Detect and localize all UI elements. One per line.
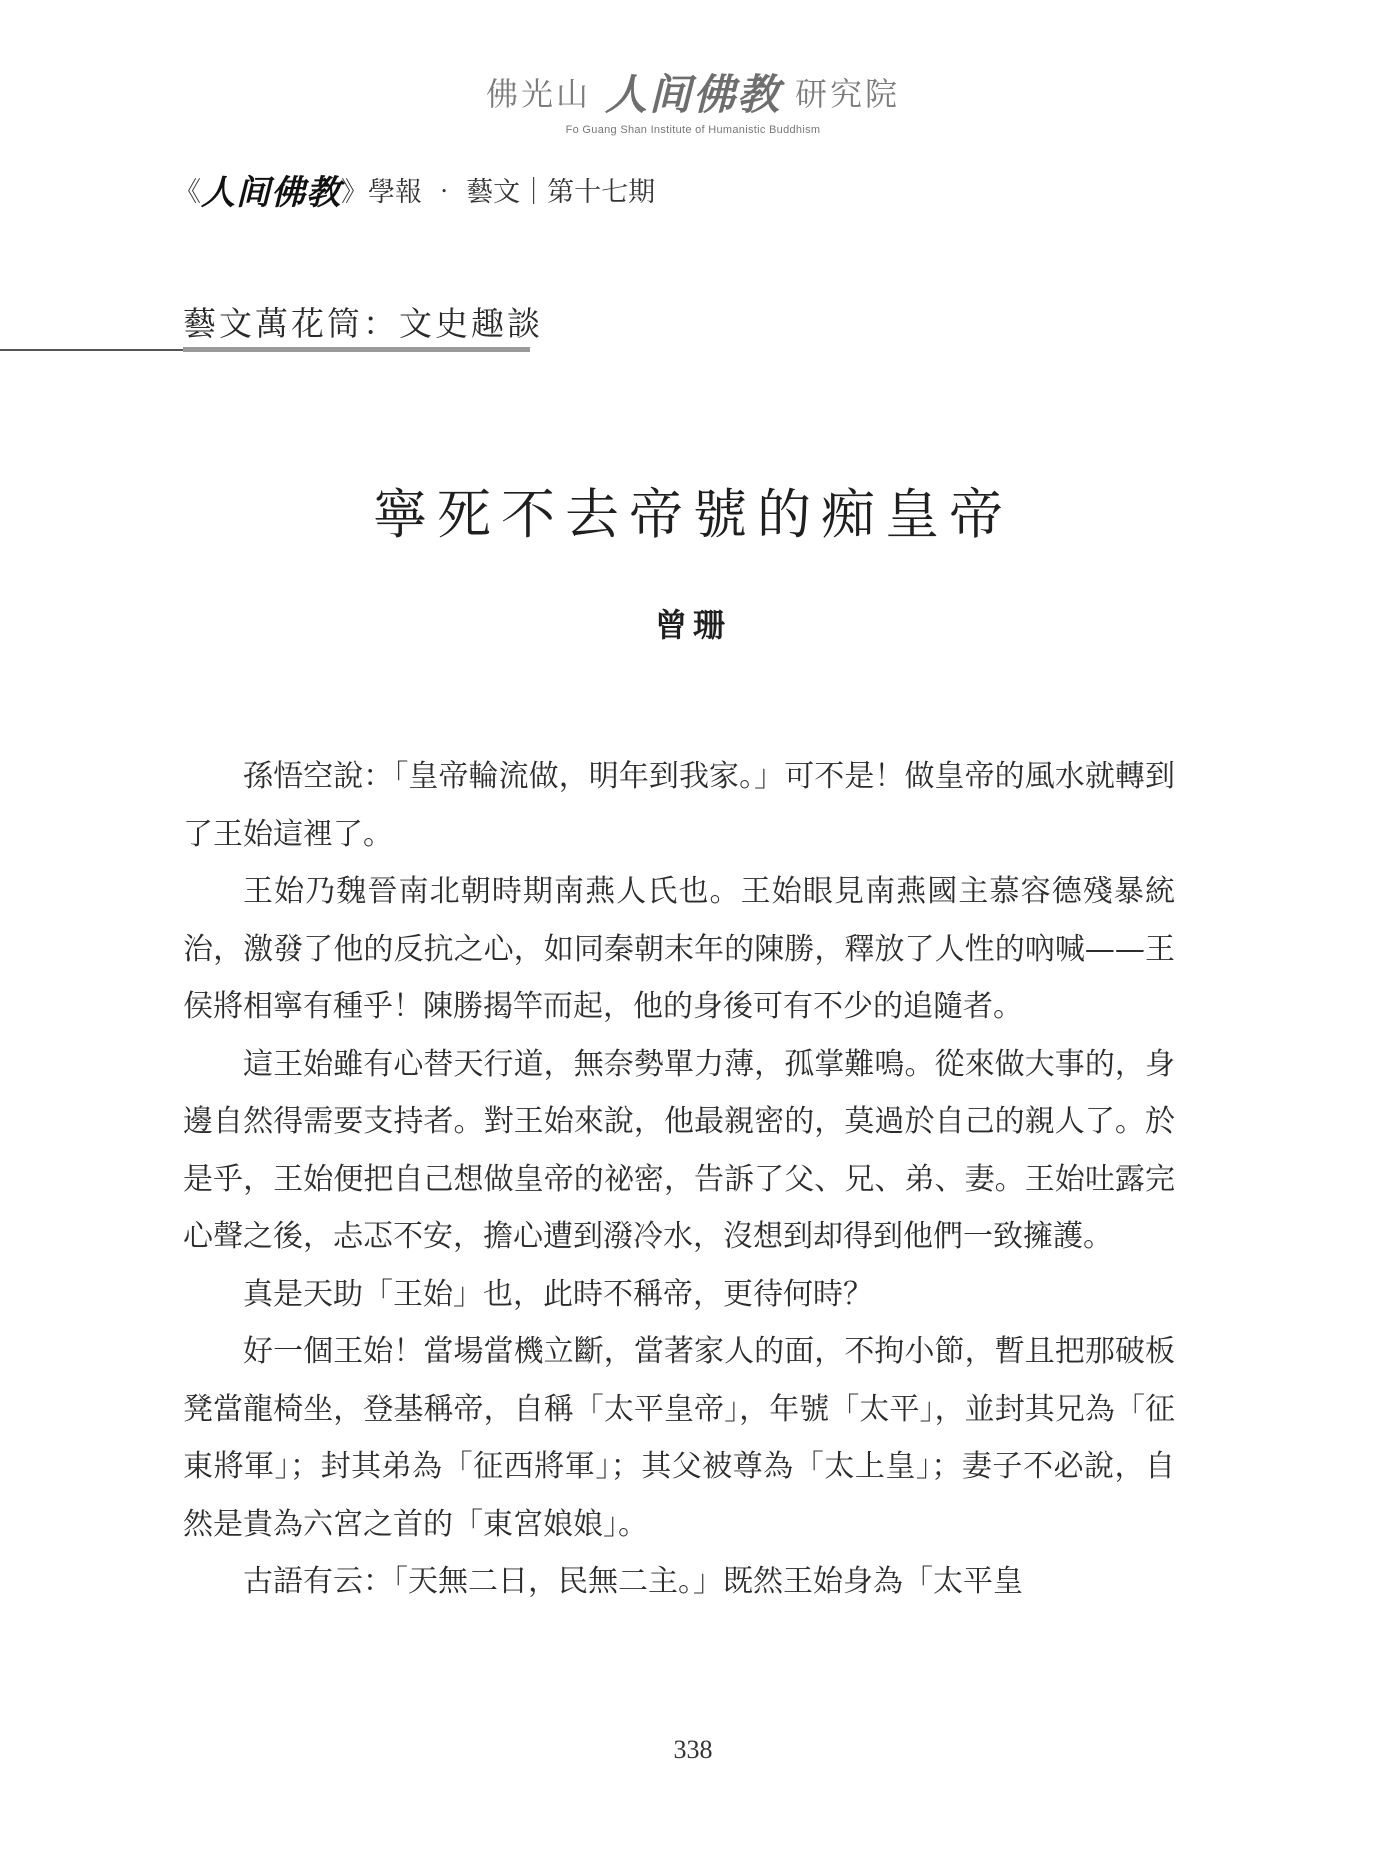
article-body: [183, 748, 1175, 1611]
institute-header: [0, 62, 1386, 136]
page-number: 338: [673, 1735, 713, 1764]
journal-logo: 人间佛教: [201, 173, 341, 213]
journal-running-head: [174, 165, 655, 214]
institute-name-right: 研究院: [795, 75, 901, 113]
journal-close-bracket: 》: [341, 177, 368, 208]
institute-english-name: Fo Guang Shan Institute of Humanistic Buddhism: [565, 124, 821, 136]
journal-open-bracket: 《: [174, 177, 201, 208]
article-title: 寧死不去帝號的痴皇帝: [373, 483, 1013, 546]
paragraph: 古語有云：「天無二日，民無二主。」既然王始身為「太平皇: [243, 1564, 1023, 1599]
paragraph: 好一個王始！當場當機立斷，當著家人的面，不拘小節，暫且把那破板凳當龍椅坐，登基稱帝，自稱「太平皇帝」，年號「太平」，並封其兄為「征東將軍」；封其弟為「征西將軍」；其父被尊為「太上皇」；妻子不必說，自然是貴為六宮之首的「東宮娘娘」。: [183, 1334, 1175, 1542]
institute-logo-line: [486, 62, 900, 122]
institute-name-left: 佛光山: [485, 75, 591, 113]
section-label: 藝文萬花筒：文史趣談: [183, 304, 543, 343]
institute-logo: 人间佛教: [604, 70, 781, 119]
paragraph: 王始乃魏晉南北朝時期南燕人氏也。王始眼見南燕國主慕容德殘暴統治，激發了他的反抗之心，如同秦朝末年的陳勝，釋放了人性的吶喊——王侯將相寧有種乎！陳勝揭竿而起，他的身後可有不少的追隨者。: [183, 874, 1175, 1024]
paragraph: 真是天助「王始」也，此時不稱帝，更待何時？: [243, 1276, 873, 1312]
paragraph: 孫悟空說：「皇帝輪流做，明年到我家。」可不是！做皇帝的風水就轉到了王始這裡了。: [183, 759, 1175, 852]
journal-issue-info: 學報 ‧ 藝文｜第十七期: [368, 177, 656, 208]
section-divider-accent: [183, 347, 530, 352]
paragraph: 這王始雖有心替天行道，無奈勢單力薄，孤掌難鳴。從來做大事的，身邊自然得需要支持者。對王始來說，他最親密的，莫過於自己的親人了。於是乎，王始便把自己想做皇帝的祕密，告訴了父、兄、弟、妻。王始吐露完心聲之後，忐忑不安，擔心遭到潑冷水，沒想到却得到他們一致擁護。: [183, 1046, 1175, 1254]
article-author: 曾珊: [654, 606, 731, 644]
